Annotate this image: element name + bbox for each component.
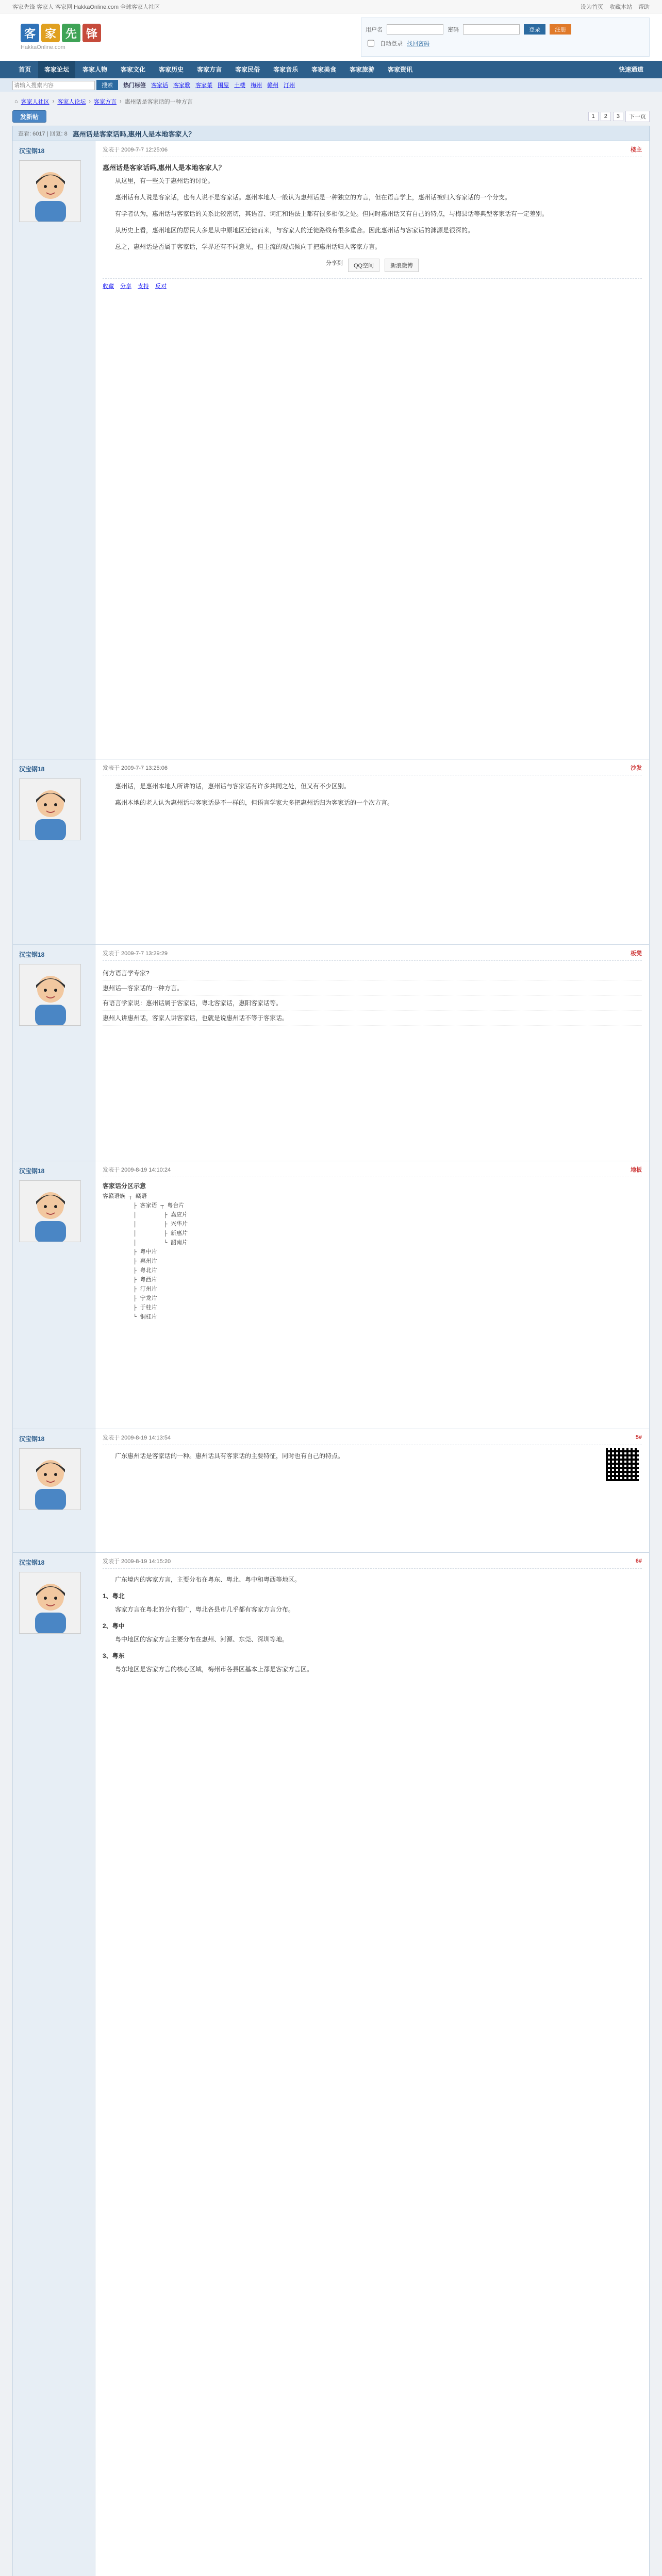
- post-content: [103, 1574, 642, 1675]
- post-floor[interactable]: 地板: [631, 1167, 642, 1173]
- post-body: [95, 1429, 649, 1552]
- avatar[interactable]: [19, 160, 81, 222]
- post-body: [95, 759, 649, 944]
- post: [12, 1429, 650, 1553]
- post-content: [103, 1450, 642, 1462]
- post: [12, 1161, 650, 1429]
- tree-line: │ ├ 兴华片: [103, 1222, 188, 1228]
- paragraph: 从这里，有一些关于惠州话的讨论。: [115, 177, 214, 184]
- login-button[interactable]: 登录: [524, 24, 545, 35]
- header: [0, 13, 662, 61]
- paragraph: 总之，惠州话是否属于客家话，学界还有不同意见，但主流的观点倾向于把惠州话归入客家方言。: [115, 243, 382, 250]
- nav-item[interactable]: 客家历史: [159, 66, 184, 73]
- tree-line: │ ├ 嘉应片: [103, 1212, 188, 1218]
- dialect-tree: [103, 1192, 642, 1322]
- tree-line: ├ 粤中片: [103, 1249, 157, 1256]
- thread-title: 惠州话是客家话吗,惠州人是本地客家人？: [72, 130, 195, 138]
- post-content: [103, 781, 642, 808]
- thread-stats: 查看: 6017 | 回复: 8: [18, 131, 68, 137]
- tree-line: ├ 于桂片: [103, 1305, 157, 1311]
- paragraph: 粤中地区的客家方言主要分布在惠州、河源、东莞、深圳等地。: [115, 1636, 289, 1643]
- section-heading: 2、粤中: [103, 1622, 125, 1630]
- tree-line: ├ 汀州片: [103, 1286, 157, 1293]
- nav-item[interactable]: 客家人物: [82, 66, 108, 73]
- avatar-icon: [20, 779, 81, 840]
- avatar[interactable]: [19, 1448, 81, 1510]
- forgot-password-link[interactable]: 找回密码: [407, 41, 429, 47]
- main-nav: [0, 61, 662, 78]
- author-name[interactable]: 汉宝钢18: [19, 1167, 45, 1175]
- logo-char: 先: [62, 24, 80, 42]
- avatar-icon: [20, 1181, 81, 1242]
- login-box: [361, 18, 650, 57]
- remember-label: 自动登录: [380, 41, 403, 47]
- post-author-panel: [13, 1553, 95, 2576]
- logo-char: 客: [21, 24, 39, 42]
- oppose-button[interactable]: 反对: [155, 283, 167, 290]
- thread-toolbar: [12, 107, 650, 126]
- post-body: [95, 141, 649, 759]
- quick-access-button[interactable]: 快速通道: [618, 66, 643, 73]
- username-label: 用户名: [366, 27, 383, 33]
- bookmark-link[interactable]: 收藏本站: [609, 4, 632, 10]
- post-subject: 惠州话是客家话吗,惠州人是本地客家人？: [103, 164, 225, 172]
- post-author-panel: [13, 759, 95, 944]
- qr-code-icon: [606, 1448, 639, 1481]
- author-name[interactable]: 汉宝钢18: [19, 1559, 45, 1566]
- help-link[interactable]: 帮助: [638, 4, 650, 10]
- logo-char: 家: [41, 24, 60, 42]
- post-floor[interactable]: 楼主: [631, 147, 642, 153]
- tag-link[interactable]: 赣州: [267, 82, 279, 89]
- post-content: [103, 966, 642, 1026]
- page-link[interactable]: 3: [613, 112, 623, 121]
- post-time: 发表于 2009-8-19 14:13:54: [103, 1435, 171, 1441]
- share-weibo-button[interactable]: 新浪微博: [385, 259, 419, 272]
- paragraph: 惠州话，是惠州本地人所讲的话，惠州话与客家话有许多共同之处，但又有不少区别。: [115, 783, 351, 790]
- paragraph: 广东境内的客家方言，主要分布在粤东、粤北、粤中和粤西等地区。: [115, 1576, 301, 1583]
- search-button[interactable]: 搜索: [96, 80, 118, 90]
- share-box: [103, 259, 642, 272]
- post-time: 发表于 2009-7-7 12:25:06: [103, 147, 168, 153]
- nav-item[interactable]: 首页: [19, 66, 31, 73]
- post-author-panel: [13, 141, 95, 759]
- tag-link[interactable]: 梅州: [251, 82, 262, 89]
- top-bar: [0, 0, 662, 13]
- avatar[interactable]: [19, 1572, 81, 1634]
- nav-item[interactable]: 客家旅游: [350, 66, 375, 73]
- post-content: [103, 175, 642, 252]
- post-time: 发表于 2009-7-7 13:25:06: [103, 765, 168, 771]
- list-item: 惠州话—客家话的一种方言。: [103, 981, 642, 996]
- tag-link[interactable]: 土楼: [234, 82, 246, 89]
- password-label: 密码: [448, 27, 459, 33]
- logo-subtitle: HakkaOnline.com: [21, 44, 65, 50]
- paragraph: 从历史上看，惠州地区的居民大多是从中原地区迁徙而来，与客家人的迁徙路线有很多重合。因此惠州话与客家话的渊源是很深的。: [115, 227, 474, 234]
- set-home-link[interactable]: 设为首页: [581, 4, 603, 10]
- share-button[interactable]: 分享: [120, 283, 131, 290]
- next-page-link[interactable]: 下一页: [625, 111, 650, 122]
- avatar[interactable]: [19, 778, 81, 840]
- tag-link[interactable]: 围屋: [218, 82, 229, 89]
- sub-nav: [0, 78, 662, 92]
- post-time: 发表于 2009-8-19 14:10:24: [103, 1167, 171, 1173]
- paragraph: 广东惠州话是客家话的一种。惠州话具有客家话的主要特征，同时也有自己的特点。: [115, 1452, 344, 1460]
- post: [12, 141, 650, 759]
- paragraph: 惠州本地的老人认为惠州话与客家话是不一样的，但语言学家大多把惠州话归为客家话的一个次方言。: [115, 799, 394, 806]
- username-input[interactable]: [387, 24, 443, 35]
- breadcrumb: ⌂ 客家人社区 › 客家人论坛 › 客家方言 › 惠州话是客家话的一种方言: [14, 98, 193, 105]
- nav-item[interactable]: 客家资讯: [388, 66, 413, 73]
- breadcrumb-current: 惠州话是客家话的一种方言: [124, 99, 193, 105]
- list-item: 有语言学家说：惠州话属于客家话，粤北客家话，惠阳客家话等。: [103, 996, 642, 1011]
- post-floor[interactable]: 6#: [635, 1558, 642, 1564]
- section-heading: 3、粤东: [103, 1652, 125, 1659]
- share-qzone-button[interactable]: QQ空间: [348, 259, 379, 272]
- nav-item[interactable]: 客家文化: [121, 66, 146, 73]
- password-input[interactable]: [463, 24, 520, 35]
- tree-line: ├ 客家语 ┬ 粤台片: [103, 1203, 185, 1209]
- tree-line: ├ 粤北片: [103, 1268, 157, 1274]
- post-author-panel: [13, 1429, 95, 1552]
- breadcrumb-item[interactable]: 客家人论坛: [57, 99, 86, 105]
- tree-line: │ ├ 新惠片: [103, 1231, 188, 1237]
- post: [12, 759, 650, 945]
- page-link[interactable]: 2: [601, 112, 611, 121]
- tag-link[interactable]: 汀州: [284, 82, 295, 89]
- nav-item[interactable]: 客家音乐: [273, 66, 299, 73]
- list-item: 惠州人讲惠州话，客家人讲客家话，也就是说惠州话不等于客家话。: [103, 1011, 642, 1026]
- nav-item[interactable]: 客家美食: [311, 66, 337, 73]
- page-link[interactable]: 1: [588, 112, 599, 121]
- section-heading: 1、粤北: [103, 1592, 125, 1600]
- list-item: 何方语言学专家?: [103, 966, 642, 981]
- favorite-button[interactable]: 收藏: [103, 283, 114, 290]
- tag-link[interactable]: 客家菜: [195, 82, 213, 89]
- pager: [588, 111, 650, 122]
- nav-item[interactable]: 客家民俗: [235, 66, 260, 73]
- hot-tags-label: 热门标签: [123, 82, 146, 89]
- tree-title: 客家话分区示意: [103, 1182, 146, 1190]
- post-author-panel: [13, 945, 95, 1161]
- author-name[interactable]: 汉宝钢18: [19, 147, 45, 155]
- tree-line: └ 铜桂片: [103, 1314, 157, 1320]
- paragraph: 惠州话有人说是客家话，也有人说不是客家话。惠州本地人一般认为惠州话是一种独立的方言，但在语言学上，惠州话被归入客家话的一个分支。: [115, 194, 511, 201]
- post-body: [95, 1161, 649, 1429]
- avatar-icon: [20, 1449, 81, 1510]
- main-container: [12, 96, 650, 2576]
- logo-char: 锋: [82, 24, 101, 42]
- paragraph: 客家方言在粤北的分布很广，粤北各县市几乎都有客家方言分布。: [115, 1606, 295, 1613]
- post: [12, 1553, 650, 2576]
- site-tagline: 客家先锋 客家人 客家网 HakkaOnline.com 全球客家人社区: [12, 4, 160, 10]
- tree-line: ├ 惠州片: [103, 1259, 157, 1265]
- nav-item[interactable]: 客家方言: [197, 66, 222, 73]
- remember-checkbox[interactable]: [368, 38, 374, 48]
- breadcrumb-item[interactable]: 客家人社区: [21, 99, 49, 105]
- avatar[interactable]: [19, 1180, 81, 1242]
- tree-line: 客赣语族 ┬ 赣语: [103, 1194, 147, 1200]
- tag-link[interactable]: 客家歌: [173, 82, 191, 89]
- breadcrumb-item[interactable]: 客家方言: [94, 99, 117, 105]
- nav-item[interactable]: 客家论坛: [38, 61, 75, 78]
- paragraph: 有学者认为，惠州话与客家话的关系比较密切，其语音、词汇和语法上都有很多相似之处。但同时惠州话又有自己的特点，与梅县话等典型客家话有一定差别。: [115, 210, 549, 217]
- post-time: 发表于 2009-8-19 14:15:20: [103, 1558, 171, 1565]
- new-thread-button[interactable]: 发新帖: [12, 110, 46, 123]
- post-floor[interactable]: 沙发: [631, 765, 642, 771]
- post-actions: [103, 278, 642, 290]
- share-label: 分享到: [325, 260, 343, 266]
- post-floor[interactable]: 5#: [635, 1434, 642, 1440]
- post-floor[interactable]: 板凳: [631, 951, 642, 957]
- post-author-panel: [13, 1161, 95, 1429]
- author-name[interactable]: 汉宝钢18: [19, 766, 45, 773]
- tag-link[interactable]: 客家话: [151, 82, 169, 89]
- post-time: 发表于 2009-7-7 13:29:29: [103, 951, 168, 957]
- post: [12, 945, 650, 1161]
- avatar-icon: [20, 964, 81, 1026]
- thread-header: [12, 126, 650, 141]
- author-name[interactable]: 汉宝钢18: [19, 951, 45, 958]
- register-button[interactable]: 注册: [550, 24, 571, 35]
- paragraph: 粤东地区是客家方言的核心区域，梅州市各县区基本上都是客家方言区。: [115, 1666, 313, 1673]
- tree-line: ├ 粤西片: [103, 1277, 157, 1283]
- avatar-icon: [20, 1572, 81, 1634]
- avatar[interactable]: [19, 964, 81, 1026]
- site-logo[interactable]: [12, 19, 126, 55]
- home-icon[interactable]: ⌂: [14, 98, 18, 105]
- support-button[interactable]: 支持: [138, 283, 149, 290]
- avatar-icon: [20, 161, 81, 222]
- search-input[interactable]: [12, 81, 95, 90]
- author-name[interactable]: 汉宝钢18: [19, 1435, 45, 1443]
- tree-line: ├ 宁龙片: [103, 1296, 157, 1302]
- tree-line: │ └ 韶南片: [103, 1240, 188, 1246]
- post-body: [95, 1553, 649, 2576]
- post-body: [95, 945, 649, 1161]
